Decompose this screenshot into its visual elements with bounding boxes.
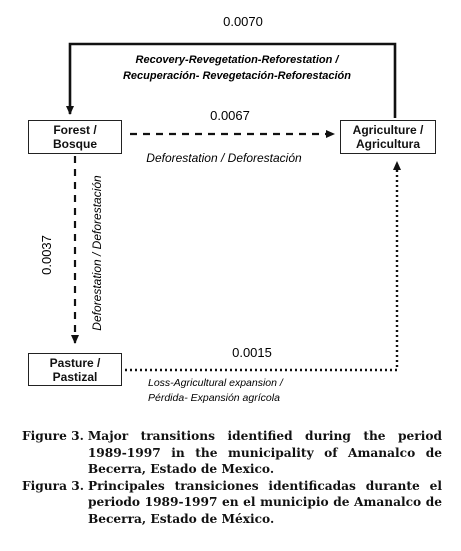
figure-caption [22, 428, 442, 527]
caption-spanish-label: Figura 3. [22, 478, 84, 493]
label-loss-es: Pérdida- Expansión agrícola [148, 392, 280, 404]
value-forest-to-agriculture: 0.0067 [210, 108, 250, 123]
caption-spanish [22, 478, 442, 528]
caption-english [22, 428, 442, 478]
label-deforestation-horizontal: Deforestation / Deforestación [146, 151, 302, 165]
value-forest-to-pasture: 0.0037 [39, 235, 54, 275]
value-agriculture-to-forest: 0.0070 [223, 14, 263, 29]
node-agriculture-line2: Agricultura [355, 137, 420, 151]
node-forest [28, 120, 122, 154]
label-recovery-es: Recuperación- Revegetación-Reforestación [122, 70, 352, 82]
caption-english-text: Major transitions identified during the period 1989-1997 in the municipality of Amanalco de Becerra, Estado de Mexico. [87, 429, 442, 476]
caption-english-label: Figure 3. [22, 429, 84, 443]
value-pasture-to-agriculture: 0.0015 [232, 345, 272, 360]
caption-spanish-text: Principales transiciones identificadas durante el periodo 1989-1997 en el municipio de Amanalco de Becerra, Estado de México. [87, 478, 442, 526]
node-agriculture-line1: Agriculture / [352, 123, 424, 137]
arrow-pasture-to-agriculture [125, 162, 397, 370]
label-deforestation-vertical: Deforestation / Deforestación [90, 175, 104, 331]
node-pasture [28, 353, 122, 386]
label-loss-en: Loss-Agricultural expansion / [148, 377, 283, 389]
node-pasture-line1: Pasture / [49, 355, 101, 370]
node-pasture-line2: Pastizal [52, 369, 98, 384]
label-recovery-en: Recovery-Revegetation-Reforestation / [135, 54, 339, 66]
node-forest-line1: Forest / [53, 123, 97, 137]
node-agriculture [340, 120, 436, 154]
node-forest-line2: Bosque [52, 137, 97, 151]
